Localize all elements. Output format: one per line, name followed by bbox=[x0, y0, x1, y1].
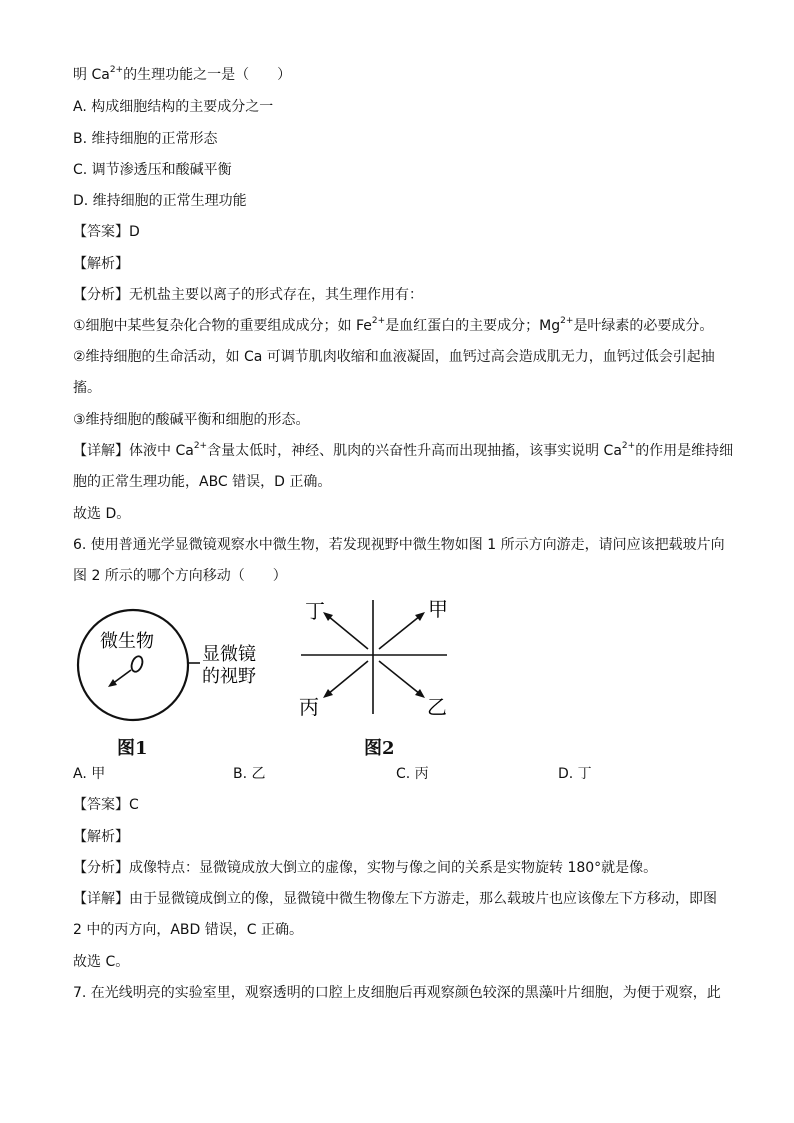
q6-stem-line2: 图 2 所示的哪个方向移动（ ） bbox=[73, 568, 287, 584]
figure-1-microscope-field bbox=[70, 600, 280, 725]
arrow-ding-line bbox=[328, 616, 368, 649]
field-label-line2: 的视野 bbox=[202, 666, 256, 687]
answer-tag: 【答案】 bbox=[73, 797, 129, 813]
q5-point3: ③维持细胞的酸碱平衡和细胞的形态。 bbox=[73, 412, 310, 428]
q5-stem-end: 明 $Ca^{2+}$的生理功能之一是（ ） bbox=[73, 65, 292, 83]
q6-detail-line2: 2 中的丙方向，ABD 错误，C 正确。 bbox=[73, 922, 303, 938]
q5-option-b: B. 维持细胞的正常形态 bbox=[73, 131, 218, 147]
q5-point2-line2: 搐。 bbox=[73, 380, 101, 396]
q5-option-c: C. 调节渗透压和酸碱平衡 bbox=[73, 162, 232, 178]
q5-detail-line1: 【详解】体液中 $Ca^{2+}$含量太低时，神经、肌肉的兴奋性升高而出现抽搐，该事实说明 $Ca^{2+}$的作用是维持细 bbox=[73, 441, 734, 459]
q5-point2-line1: ②维持细胞的生命活动，如 Ca 可调节肌肉收缩和血液凝固，血钙过高会造成肌无力，血钙过低会引起抽 bbox=[73, 349, 715, 365]
q6-answer: 【答案】C bbox=[73, 797, 139, 813]
arrow-yi-line bbox=[379, 661, 420, 694]
label-jia: 甲 bbox=[428, 597, 448, 621]
organism-label: 微生物 bbox=[100, 631, 154, 652]
q6-fenxi: 【分析】成像特点：显微镜成放大倒立的虚像，实物与像之间的关系是实物旋转 180°就是像。 bbox=[73, 860, 658, 876]
field-label-line1: 显微镜 bbox=[202, 644, 256, 665]
q6-option-d: D. 丁 bbox=[558, 766, 592, 782]
arrow-bing-line bbox=[328, 661, 368, 694]
q5-conclusion: 故选 D。 bbox=[73, 506, 131, 522]
label-bing: 丙 bbox=[299, 695, 319, 719]
field-of-view-circle bbox=[78, 610, 188, 720]
q5-answer: 【答案】D bbox=[73, 224, 140, 240]
microorganism-shape bbox=[130, 655, 145, 673]
q6-option-c: C. 丙 bbox=[396, 766, 429, 782]
label-ding: 丁 bbox=[305, 599, 325, 623]
label-yi: 乙 bbox=[427, 695, 447, 719]
q6-detail-line1: 【详解】由于显微镜成倒立的像，显微镜中微生物像左下方游走，那么载玻片也应该像左下方移动，即图 bbox=[73, 891, 717, 907]
figure-2-directions bbox=[295, 596, 455, 721]
q5-detail-line2: 胞的正常生理功能，ABC 错误，D 正确。 bbox=[73, 474, 332, 490]
q6-option-b: B. 乙 bbox=[233, 766, 266, 782]
answer-tag: 【答案】 bbox=[73, 224, 129, 240]
q6-stem-line1: 6. 使用普通光学显微镜观察水中微生物，若发现视野中微生物如图 1 所示方向游走，请问应该把载玻片向 bbox=[73, 537, 725, 553]
arrow-jia-line bbox=[379, 616, 420, 649]
q5-option-d: D. 维持细胞的正常生理功能 bbox=[73, 193, 247, 209]
movement-arrow-head bbox=[108, 679, 117, 687]
q5-fenxi: 【分析】无机盐主要以离子的形式存在，其生理作用有： bbox=[73, 287, 423, 303]
q5-option-a: A. 构成细胞结构的主要成分之一 bbox=[73, 99, 274, 115]
q7-stem-line1: 7. 在光线明亮的实验室里，观察透明的口腔上皮细胞后再观察颜色较深的黑藻叶片细胞，为便于观察，此 bbox=[73, 985, 721, 1001]
q5-point1: ①细胞中某些复杂化合物的重要组成成分；如 $Fe^{2+}$是血红蛋白的主要成分；$Mg^{2+}$是叶绿素的必要成分。 bbox=[73, 316, 714, 334]
figure-2-caption: 图2 bbox=[364, 738, 395, 759]
q6-analysis-tag: 【解析】 bbox=[73, 829, 129, 845]
figure-1-caption: 图1 bbox=[117, 738, 148, 759]
q5-analysis-tag: 【解析】 bbox=[73, 256, 129, 272]
q6-conclusion: 故选 C。 bbox=[73, 954, 130, 970]
q6-option-a: A. 甲 bbox=[73, 766, 106, 782]
